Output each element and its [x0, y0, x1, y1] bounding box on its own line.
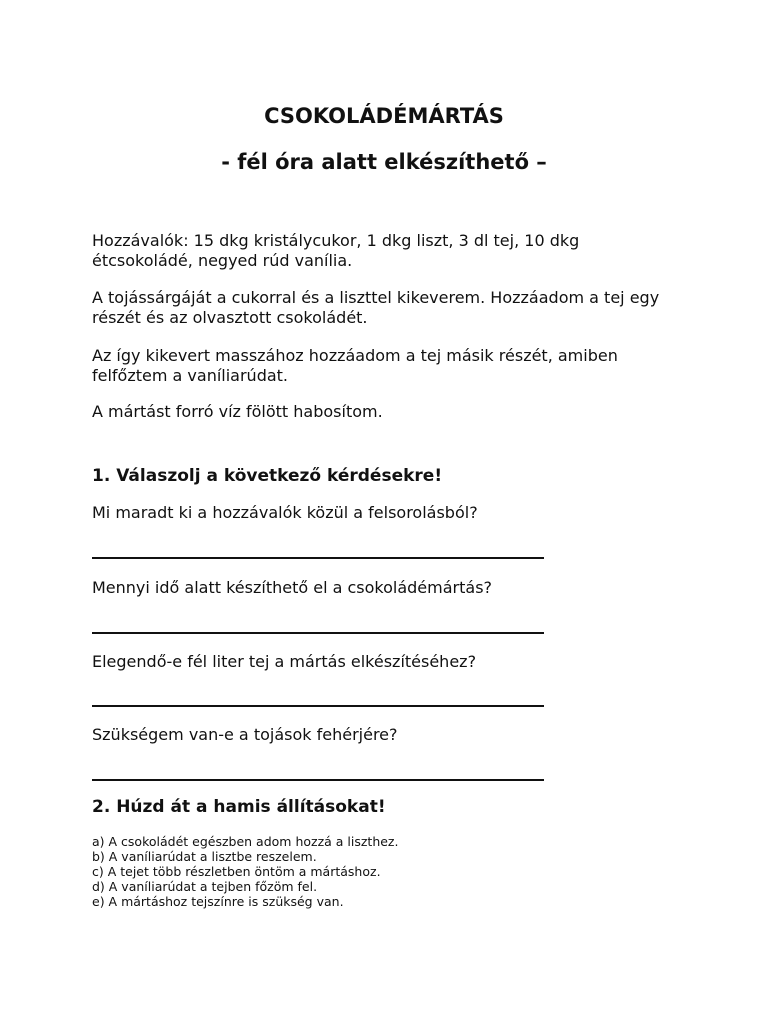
question-1: Mi maradt ki a hozzávalók közül a felsorolásból? — [92, 503, 478, 522]
page-subtitle: - fél óra alatt elkészíthető – — [221, 150, 547, 174]
statement-c[interactable]: c) A tejet több részletben öntöm a mártáshoz. — [92, 864, 381, 879]
page-title: CSOKOLÁDÉMÁRTÁS — [264, 104, 504, 128]
statement-d[interactable]: d) A vaníliarúdat a tejben főzöm fel. — [92, 879, 318, 894]
section-1-heading: 1. Válaszolj a következő kérdésekre! — [92, 466, 443, 486]
question-3: Elegendő-e fél liter tej a mártás elkészítéséhez? — [92, 652, 477, 671]
answer-line-4[interactable] — [92, 779, 544, 781]
statement-b[interactable]: b) A vaníliarúdat a lisztbe reszelem. — [92, 849, 317, 864]
answer-line-3[interactable] — [92, 705, 544, 707]
recipe-step-1: A tojássárgáját a cukorral és a liszttel kikeverem. Hozzáadom a tej egy részét és az olvasztott csokoládét. — [92, 288, 660, 327]
section-2-heading: 2. Húzd át a hamis állításokat! — [92, 797, 386, 817]
question-2: Mennyi idő alatt készíthető el a csokoládémártás? — [92, 578, 493, 597]
answer-line-2[interactable] — [92, 632, 544, 634]
answer-line-1[interactable] — [92, 557, 544, 559]
question-4: Szükségem van-e a tojások fehérjére? — [92, 725, 398, 744]
recipe-step-2: Az így kikevert masszához hozzáadom a tej másik részét, amiben felfőztem a vaníliarúdat. — [92, 346, 618, 385]
ingredients-paragraph: Hozzávalók: 15 dkg kristálycukor, 1 dkg liszt, 3 dl tej, 10 dkg étcsokoládé, negyed rúd vanília. — [92, 231, 580, 270]
statement-e[interactable]: e) A mártáshoz tejszínre is szükség van. — [92, 894, 344, 909]
recipe-step-3: A mártást forró víz fölött habosítom. — [92, 402, 383, 421]
statement-a[interactable]: a) A csokoládét egészben adom hozzá a liszthez. — [92, 834, 399, 849]
statement-list — [92, 834, 398, 909]
